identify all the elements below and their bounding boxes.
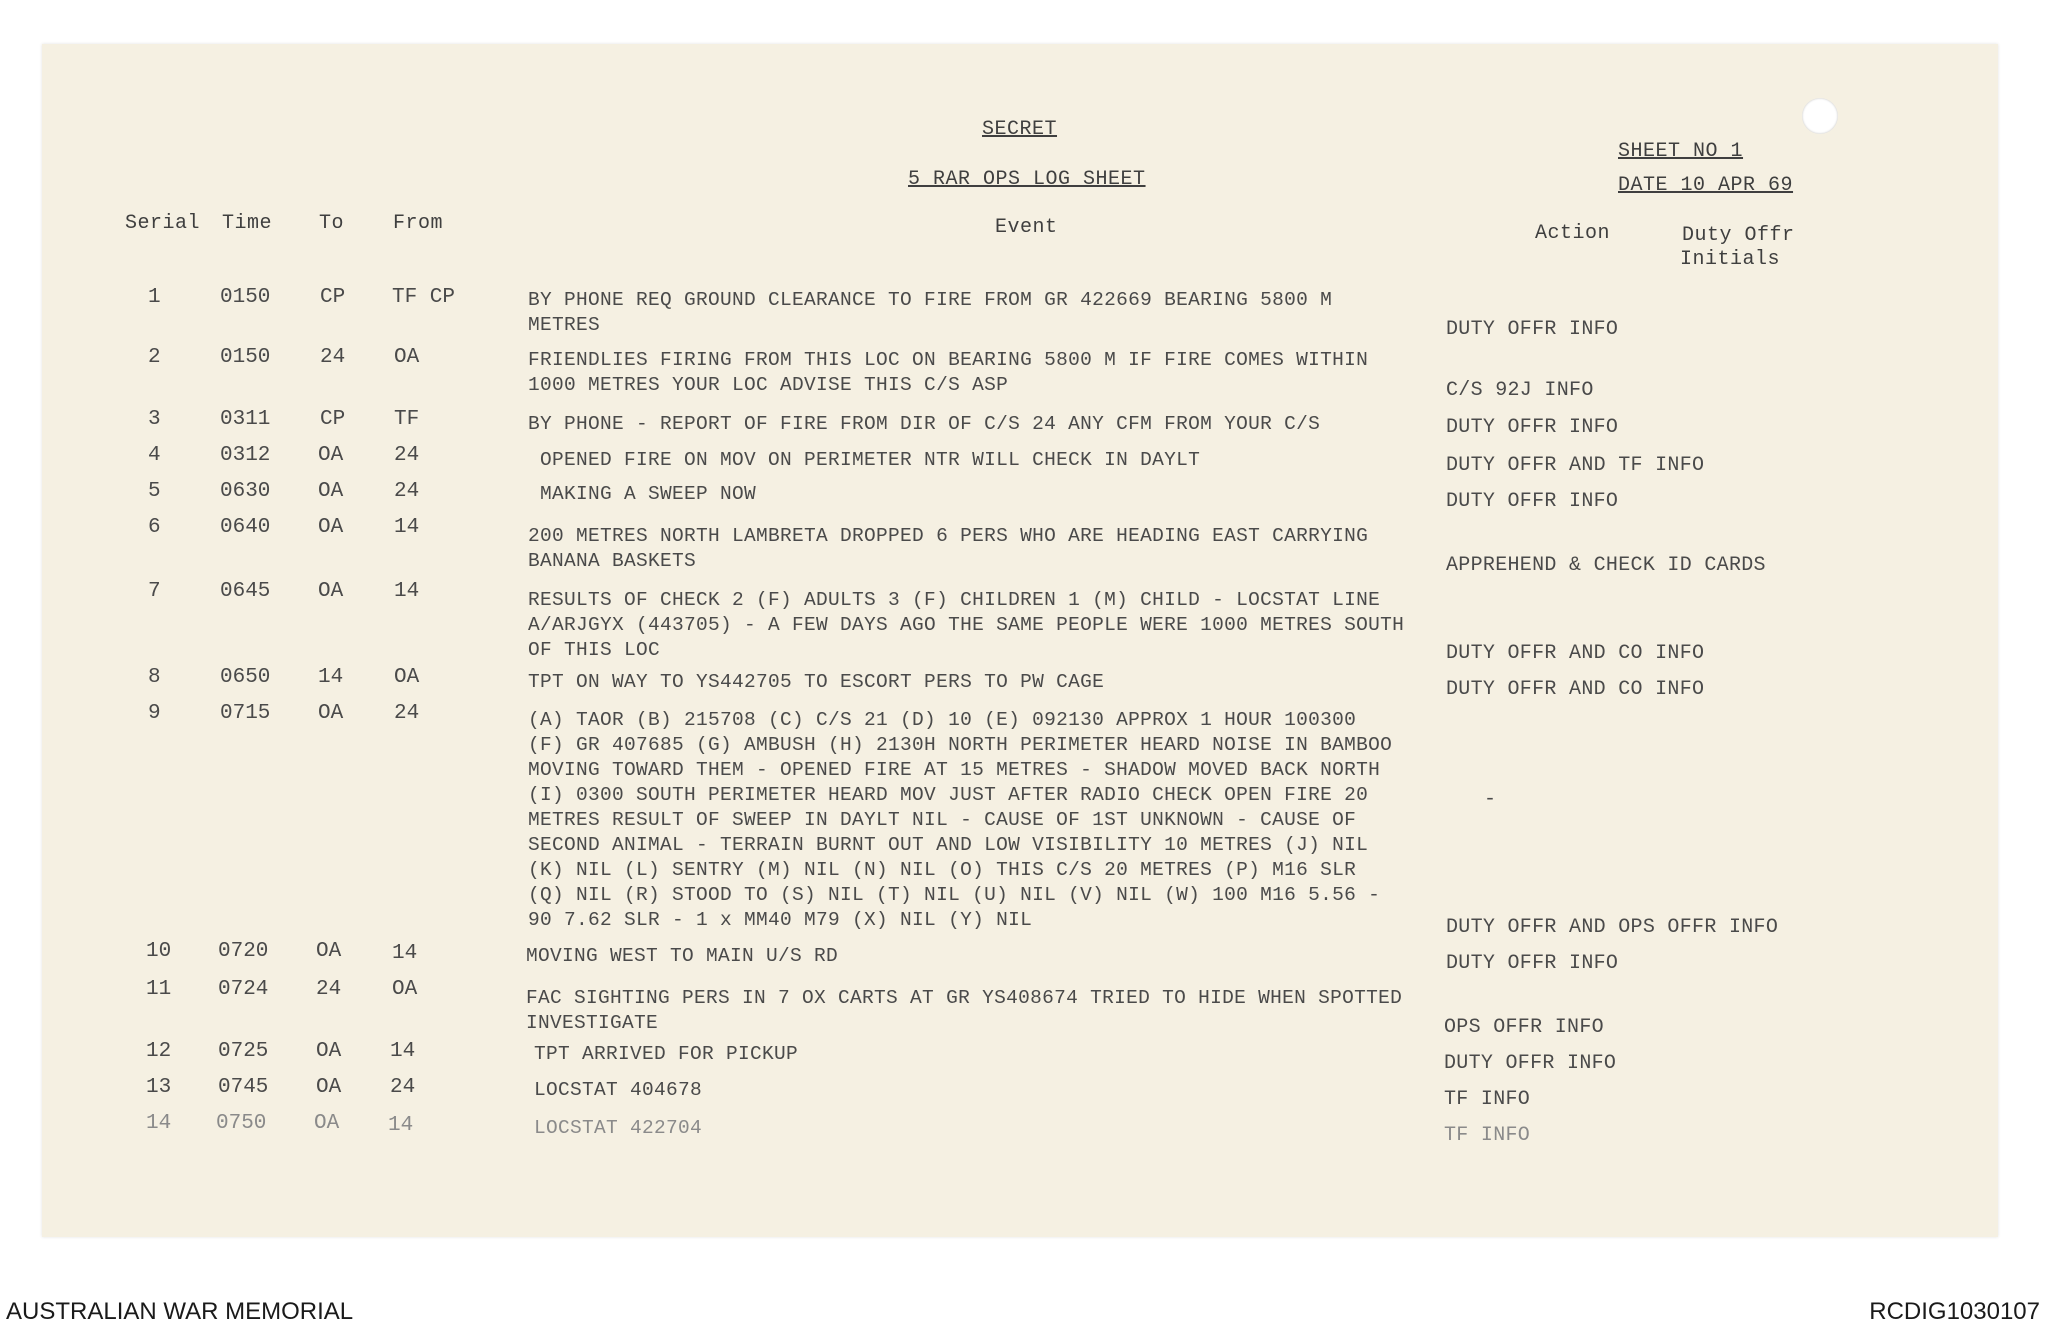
row-14-time: 0750 [216,1112,267,1135]
row-1-event: BY PHONE REQ GROUND CLEARANCE TO FIRE FROM GR 422669 BEARING 5800 M METRES [528,289,1333,336]
row-2-time: 0150 [220,346,271,369]
row-13-event: LOCSTAT 404678 [534,1079,703,1101]
row-13-action: TF INFO [1444,1088,1531,1111]
row-14-action: TF INFO [1444,1124,1531,1147]
row-4-serial: 4 [148,444,161,467]
row-8-serial: 8 [148,666,161,689]
row-2-action: C/S 92J INFO [1446,379,1594,402]
row-13-to: OA [316,1076,342,1099]
row-5-action: DUTY OFFR INFO [1446,490,1619,513]
archive-item-id: RCDIG1030107 [1869,1298,2040,1325]
row-10-event: MOVING WEST TO MAIN U/S RD [526,945,839,967]
row-4-from: 24 [394,444,420,467]
row-9-event: (A) TAOR (B) 215708 (C) C/S 21 (D) 10 (E) 092130 APPROX 1 HOUR 100300 (F) GR 407685 (G) AMBUSH (H) 2130H NORTH PERIMETER HEARD NOISE IN BAMBOO MOVING TOWARD THEM - OPENED FIRE AT 15 METRES - SHADOW MOVED BACK NORTH (I) 0300 SOUTH PERIMETER HEARD MOV JUST AFTER RADIO CHECK OPEN FIRE 20 METRES RESULT OF SWEEP IN DAYLT NIL - CAUSE OF 1ST UNKNOWN - CAUSE OF SECOND ANIMAL - TERRAIN BURNT OUT AND LOW VISIBILITY 10 METRES (J) NIL (K) NIL (L) SENTRY (M) NIL (N) NIL (O) THIS C/S 20 METRES (P) M16 SLR (Q) NIL (R) STOOD TO (S) NIL (T) NIL (U) NIL (V) NIL (W) 100 M16 5.56 - 90 7.62 SLR - 1 x MM40 M79 (X) NIL (Y) NIL [528,709,1393,931]
row-5-to: OA [318,480,344,503]
row-5-time: 0630 [220,480,271,503]
column-header-duty-offr: Duty Offr [1682,224,1795,247]
row-8-event: TPT ON WAY TO YS442705 TO ESCORT PERS TO PW CAGE [528,671,1105,693]
row-11-action: OPS OFFR INFO [1444,1016,1604,1039]
row-14-serial: 14 [146,1112,172,1135]
row-9-margin-mark: - [1484,788,1497,811]
row-11-to: 24 [316,978,342,1001]
row-12-action: DUTY OFFR INFO [1444,1052,1617,1075]
sheet-number: SHEET NO 1 [1618,140,1744,163]
row-14-from: 14 [388,1114,414,1137]
row-4-action: DUTY OFFR AND TF INFO [1446,454,1705,477]
row-11-time: 0724 [218,978,269,1001]
row-6-to: OA [318,516,344,539]
sheet-date: DATE 10 APR 69 [1618,174,1794,197]
row-3-action: DUTY OFFR INFO [1446,416,1619,439]
row-7-event: RESULTS OF CHECK 2 (F) ADULTS 3 (F) CHILDREN 1 (M) CHILD - LOCSTAT LINE A/ARJGYX (443705) - A FEW DAYS AGO THE SAME PEOPLE WERE 1000 METRES SOUTH OF THIS LOC [528,589,1405,661]
row-8-action: DUTY OFFR AND CO INFO [1446,678,1705,701]
row-10-to: OA [316,940,342,963]
row-5-from: 24 [394,480,420,503]
column-header-time: Time [222,212,273,235]
row-2-event: FRIENDLIES FIRING FROM THIS LOC ON BEARING 5800 M IF FIRE COMES WITHIN 1000 METRES YOUR LOC ADVISE THIS C/S ASP [528,349,1369,396]
row-13-serial: 13 [146,1076,172,1099]
row-7-to: OA [318,580,344,603]
row-8-time: 0650 [220,666,271,689]
row-9-serial: 9 [148,702,161,725]
column-header-initials: Initials [1680,248,1781,271]
row-7-time: 0645 [220,580,271,603]
column-header-action: Action [1535,222,1611,245]
row-6-action: APPREHEND & CHECK ID CARDS [1446,554,1766,577]
row-7-serial: 7 [148,580,161,603]
row-11-from: OA [392,978,418,1001]
row-5-serial: 5 [148,480,161,503]
archive-credit: AUSTRALIAN WAR MEMORIAL [6,1298,354,1325]
row-9-action: DUTY OFFR AND OPS OFFR INFO [1446,916,1779,939]
row-4-event: OPENED FIRE ON MOV ON PERIMETER NTR WILL CHECK IN DAYLT [540,449,1201,471]
row-9-from: 24 [394,702,420,725]
row-3-event: BY PHONE - REPORT OF FIRE FROM DIR OF C/S 24 ANY CFM FROM YOUR C/S [528,413,1321,435]
row-1-action: DUTY OFFR INFO [1446,318,1619,341]
row-3-to: CP [320,408,346,431]
row-1-serial: 1 [148,286,161,309]
row-3-time: 0311 [220,408,271,431]
row-12-serial: 12 [146,1040,172,1063]
row-5-event: MAKING A SWEEP NOW [540,483,757,505]
row-2-from: OA [394,346,420,369]
column-header-to: To [319,212,345,235]
row-13-from: 24 [390,1076,416,1099]
row-9-to: OA [318,702,344,725]
row-12-from: 14 [390,1040,416,1063]
row-6-from: 14 [394,516,420,539]
row-11-serial: 11 [146,978,172,1001]
row-8-from: OA [394,666,420,689]
row-13-time: 0745 [218,1076,269,1099]
row-6-time: 0640 [220,516,271,539]
column-header-event: Event [995,216,1058,239]
row-7-action: DUTY OFFR AND CO INFO [1446,642,1705,665]
classification-marking: SECRET [982,118,1058,141]
row-4-time: 0312 [220,444,271,467]
row-12-time: 0725 [218,1040,269,1063]
row-9-time: 0715 [220,702,271,725]
row-11-event: FAC SIGHTING PERS IN 7 OX CARTS AT GR YS408674 TRIED TO HIDE WHEN SPOTTED INVESTIGATE [526,987,1403,1034]
punch-hole [1802,98,1838,134]
row-1-time: 0150 [220,286,271,309]
row-8-to: 14 [318,666,344,689]
row-2-to: 24 [320,346,346,369]
row-6-serial: 6 [148,516,161,539]
row-10-action: DUTY OFFR INFO [1446,952,1619,975]
row-1-from: TF CP [392,286,456,309]
row-14-to: OA [314,1112,340,1135]
column-header-from: From [393,212,444,235]
column-header-serial: Serial [125,212,201,235]
row-12-to: OA [316,1040,342,1063]
row-12-event: TPT ARRIVED FOR PICKUP [534,1043,799,1065]
document-title: 5 RAR OPS LOG SHEET [908,168,1146,191]
row-10-serial: 10 [146,940,172,963]
row-2-serial: 2 [148,346,161,369]
row-1-to: CP [320,286,346,309]
row-3-from: TF [394,408,420,431]
row-14-event: LOCSTAT 422704 [534,1117,703,1139]
row-10-time: 0720 [218,940,269,963]
row-4-to: OA [318,444,344,467]
row-3-serial: 3 [148,408,161,431]
row-7-from: 14 [394,580,420,603]
row-6-event: 200 METRES NORTH LAMBRETA DROPPED 6 PERS WHO ARE HEADING EAST CARRYING BANANA BASKETS [528,525,1369,572]
row-10-from: 14 [392,942,418,965]
